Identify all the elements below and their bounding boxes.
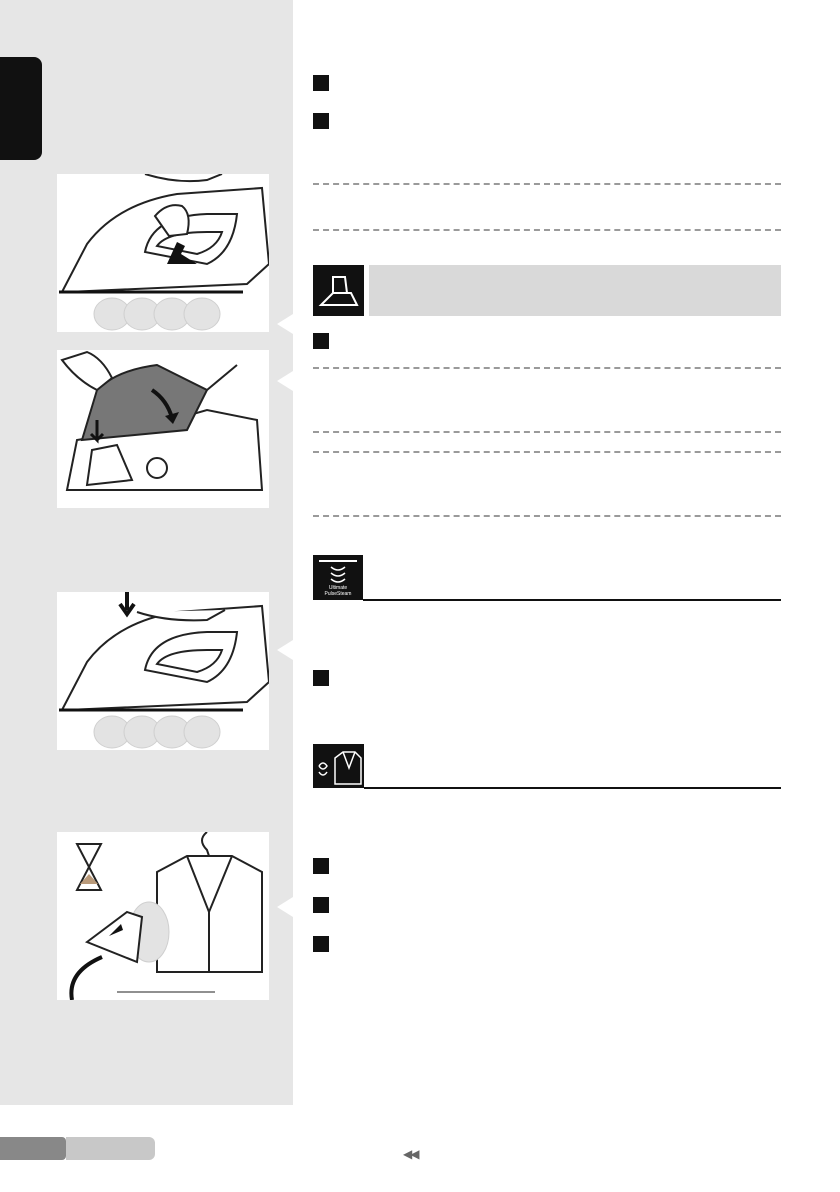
step-bullet xyxy=(313,333,329,349)
illustration-pulse-steam xyxy=(57,592,269,750)
hand-on-iron-icon xyxy=(313,265,364,316)
step-bullet xyxy=(313,113,329,129)
pointer-arrow xyxy=(277,897,293,917)
nav-back-icon[interactable]: ◀◀ xyxy=(403,1147,418,1161)
pulse-steam-icon xyxy=(313,555,363,600)
pointer-arrow xyxy=(277,371,293,391)
separator-dashed xyxy=(313,183,781,185)
step-bullet xyxy=(313,936,329,952)
illustration-base-station xyxy=(57,350,269,508)
page-progress-track xyxy=(66,1137,155,1160)
separator-dashed xyxy=(313,515,781,517)
illustration-vertical-steam xyxy=(57,832,269,1000)
banner-bar xyxy=(369,265,781,316)
separator-dashed xyxy=(313,367,781,369)
section-rule xyxy=(363,599,781,601)
step-bullet xyxy=(313,858,329,874)
separator-dashed xyxy=(313,451,781,453)
section-banner-steam xyxy=(313,265,781,316)
language-tab xyxy=(0,57,42,160)
pulse-steam-label-line2: PulseSteam xyxy=(324,591,352,597)
pulse-steam-label-line1: Ultimate xyxy=(328,585,348,591)
step-bullet xyxy=(313,897,329,913)
page-progress-fill xyxy=(0,1137,66,1160)
separator-dashed xyxy=(313,431,781,433)
section-rule xyxy=(364,787,781,789)
separator-dashed xyxy=(313,229,781,231)
pointer-arrow xyxy=(277,640,293,660)
step-bullet xyxy=(313,670,329,686)
illustration-steam-trigger xyxy=(57,174,269,332)
vertical-steam-jacket-icon xyxy=(313,744,364,788)
step-bullet xyxy=(313,75,329,91)
pointer-arrow xyxy=(277,314,293,334)
